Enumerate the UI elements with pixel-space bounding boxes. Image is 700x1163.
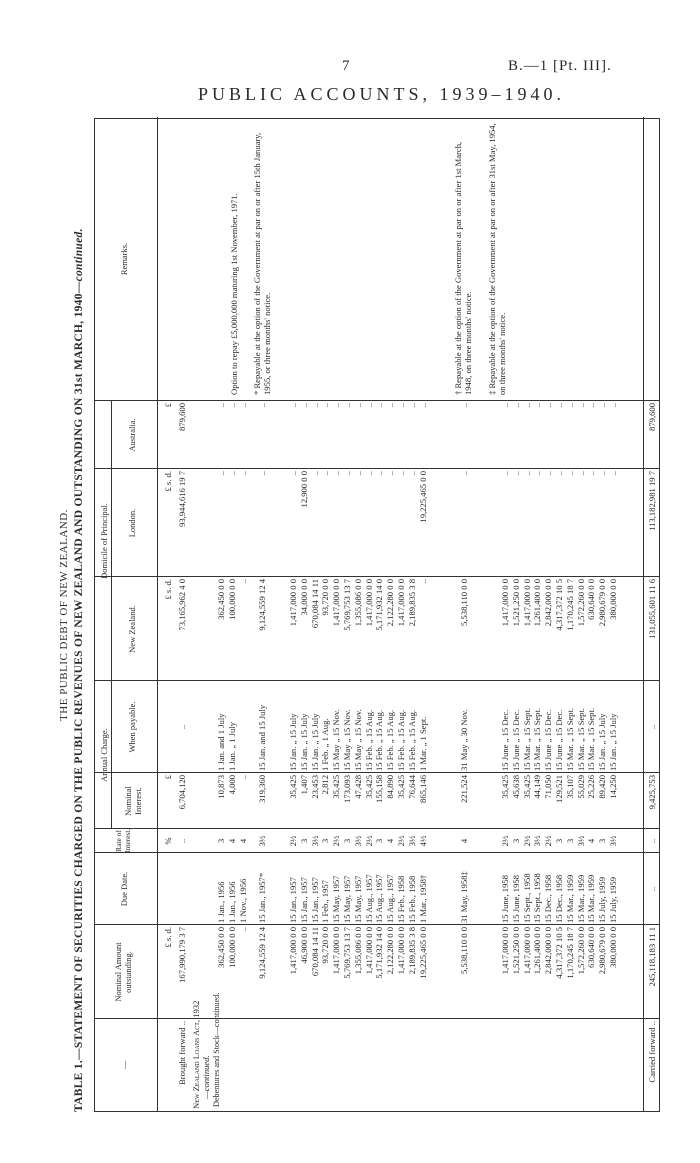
cell-rate: 2½ (500, 835, 510, 847)
cell-london: .. (309, 471, 320, 476)
cell-aus: .. (237, 403, 248, 408)
cell-nz: 2,980,679 0 0 (597, 579, 608, 627)
carried-forward-rate: .. (647, 838, 657, 844)
cell-rate: 4½ (417, 835, 428, 847)
cell-interest: 71,050 (543, 775, 554, 799)
cell-london: .. (406, 471, 417, 476)
cell-rate: 3 (320, 838, 331, 844)
cell-nominal: 1,355,086 0 0 (352, 927, 363, 975)
cell-interest: 129,521 (554, 775, 564, 803)
cell-payable: 15 June „ 15 Dec. (543, 709, 554, 771)
cell-nominal: 5,538,110 0 0 (459, 927, 469, 974)
cell-rate: 3½ (608, 835, 618, 847)
cell-due: 15 Mar., 1959 (586, 874, 597, 923)
cell-london: 12,900 0 0 (298, 471, 309, 508)
cell-rate: 3½ (257, 835, 267, 847)
cell-nz: 100,000 0 0 (226, 579, 237, 620)
cell-due: 31 May, 1958‡ (459, 871, 469, 923)
cell-rate: 3½ (352, 835, 363, 847)
cell-due: 1 Feb., 1957 (320, 880, 331, 923)
carried-forward-interest: 9,425,753 (647, 775, 657, 810)
cell-due: 15 July, 1959 (597, 877, 608, 923)
cell-interest: 10,873 (216, 775, 226, 799)
header-description: — (119, 1060, 129, 1070)
cell-rate: 4 (459, 838, 469, 844)
cell-nz: 5,171,932 14 0 (374, 579, 385, 631)
brought-forward-london-units: £ s. d. (163, 471, 173, 492)
cell-nz: .. (237, 579, 248, 584)
cell-due: 15 Feb., 1958 (406, 875, 417, 923)
brought-forward-payable: .. (177, 724, 187, 730)
cell-due: 15 Jan., 1957* (257, 872, 267, 923)
cell-due: 15 Dec., 1958 (543, 874, 554, 923)
cell-london: .. (385, 471, 396, 476)
cell-interest: 45,638 (510, 775, 521, 799)
cell-aus: .. (363, 403, 374, 408)
cell-london: .. (216, 471, 226, 476)
carried-forward-nz: 131,055,601 11 6 (647, 579, 657, 639)
cell-payable: 15 June „ 15 Dec. (500, 709, 510, 771)
table-super-title: THE PUBLIC DEBT OF NEW ZEALAND. (58, 509, 70, 721)
brought-forward-rate: .. (177, 838, 187, 844)
brought-forward-aus-units: £ (163, 403, 173, 408)
cell-interest: 89,420 (597, 775, 608, 799)
brought-forward-nz: 73,165,962 4 0 (177, 579, 187, 631)
cell-interest: 84,890 (385, 775, 396, 799)
cell-aus: .. (342, 403, 352, 408)
cell-nz: 2,189,835 3 8 (406, 579, 417, 627)
brought-forward-units: £ s. d. (163, 927, 173, 948)
cell-nominal: 93,720 0 0 (320, 927, 331, 964)
cell-interest: 2,812 (320, 775, 331, 795)
header-rate-of-interest: Rate of Interest. (114, 828, 132, 853)
cell-interest: 35,425 (288, 775, 298, 799)
cell-rate: 2½ (288, 835, 298, 847)
cell-payable: 15 Jan. „ 15 July (597, 713, 608, 771)
cell-nz: 1,572,260 0 0 (575, 579, 586, 627)
cell-nominal: 2,980,679 0 0 (597, 927, 608, 975)
cell-due: 15 Dec., 1958 (554, 874, 564, 923)
cell-nominal: 1,417,000 0 0 (363, 927, 374, 975)
cell-rate: 3 (510, 838, 521, 844)
brought-forward-interest-units: £ (163, 775, 173, 780)
cell-nz: 2,842,000 0 0 (543, 579, 554, 627)
cell-interest: 47,428 (352, 775, 363, 799)
cell-due: 15 Mar., 1959 (575, 874, 586, 923)
cell-nz: 4,317,372 10 5 (554, 579, 564, 631)
cell-due: 15 June, 1958 (500, 875, 510, 923)
cell-aus: .. (532, 403, 543, 408)
cell-aus: .. (226, 403, 237, 408)
cell-due: 1 Jan., 1956 (226, 881, 237, 923)
cell-nz: 380,000 0 0 (608, 579, 618, 620)
cell-nz: 1,261,400 0 0 (532, 579, 543, 627)
cell-aus: .. (298, 403, 309, 408)
cell-nominal: 1,417,000 0 0 (521, 927, 532, 975)
cell-nz: 630,640 0 0 (586, 579, 597, 620)
cell-rate: 3 (342, 838, 352, 844)
cell-london: .. (237, 471, 248, 476)
document-code: B.—1 [Pt. III]. (508, 58, 612, 74)
cell-london: .. (532, 471, 543, 476)
cell-london: .. (597, 471, 608, 476)
carried-forward-payable: .. (647, 724, 657, 730)
cell-nominal: 670,084 14 11 (309, 927, 320, 977)
cell-rate: 3½ (309, 835, 320, 847)
domicile-rule (111, 401, 112, 681)
cell-due: 15 Jan., 1957 (288, 877, 298, 923)
cell-due: 15 Jan., 1957 (298, 877, 309, 923)
cell-interest: 76,644 (406, 775, 417, 799)
cell-payable: 15 Mar. „ 15 Sept. (532, 707, 543, 771)
cell-aus: .. (575, 403, 586, 408)
carried-forward-due: .. (647, 886, 657, 892)
cell-nz: 5,769,753 13 7 (342, 579, 352, 631)
cell-interest: 4,000 (226, 775, 237, 795)
cell-nz: 34,000 0 0 (298, 579, 309, 616)
cell-due: 15 May, 1957 (342, 875, 352, 923)
cell-interest: 44,149 (532, 775, 543, 799)
cell-nominal: 1,417,000 0 0 (500, 927, 510, 975)
cell-rate: 3½ (532, 835, 543, 847)
carried-forward-london: 113,182,981 19 7 (647, 471, 657, 531)
cell-due: 1 Mar., 1958† (417, 874, 428, 923)
header-annual-charge: Annual Charge. (99, 728, 109, 782)
remark-option-repay: Option to repay £5,000,000 maturing 1st November, 1971. (229, 193, 239, 395)
cell-london: .. (521, 471, 532, 476)
cell-due: 1 Jan., 1956 (216, 881, 226, 923)
cell-rate: 4 (226, 838, 237, 844)
table-caption (73, 118, 85, 1112)
cell-aus: .. (352, 403, 363, 408)
cell-payable: 1 Mar. „ 1 Sept. (417, 716, 428, 771)
cell-due: 15 May, 1957 (331, 875, 342, 923)
cell-payable: 1 Jan. „ 1 July (226, 722, 237, 771)
cell-london: .. (543, 471, 554, 476)
cell-nominal: .. (237, 927, 248, 932)
cell-due: 15 June, 1958 (510, 875, 521, 923)
cell-due: 15 Feb., 1958 (396, 875, 406, 923)
cell-rate: 3 (216, 838, 226, 844)
page-title: PUBLIC ACCOUNTS, 1939–1940. (198, 84, 566, 104)
cell-aus: .. (417, 403, 428, 408)
cell-rate: 2½ (521, 835, 532, 847)
cell-due: 15 Aug., 1957 (374, 874, 385, 923)
cell-nominal: 4,317,372 10 5 (554, 927, 564, 979)
cell-london: .. (554, 471, 564, 476)
cell-payable: 15 May „ 15 Nov. (352, 709, 363, 771)
cell-interest: 221,524 (459, 775, 469, 803)
cell-london: .. (226, 471, 237, 476)
remark-repayable-1955: * Repayable at the option of the Government at par on or after 15th January, 1955, or three months' notice. (252, 132, 273, 395)
cell-nominal: 100,000 0 0 (226, 927, 237, 968)
cell-rate: 3 (374, 838, 385, 844)
cell-payable: 15 Jan. „ 15 July (608, 713, 618, 771)
cell-nz: .. (417, 579, 428, 584)
cell-london: .. (363, 471, 374, 476)
cell-rate: 2½ (396, 835, 406, 847)
cell-rate: 4 (586, 838, 597, 844)
cell-nominal: 9,124,559 12 4 (257, 927, 267, 979)
cell-rate: 2½ (543, 835, 554, 847)
cell-london: .. (564, 471, 575, 476)
cell-london: .. (459, 471, 469, 476)
cell-interest: 865,146 (417, 775, 428, 803)
securities-table (94, 118, 660, 1112)
cell-payable: 15 Jan. and 15 July (257, 704, 267, 771)
cell-payable: 1 Jan. and 1 July (216, 713, 226, 771)
cell-due: 15 Sept., 1958 (521, 873, 532, 923)
cell-london: .. (257, 471, 267, 476)
remark-repayable-1948: † Repayable at the option of the Government at par on or after 1st March, 1948, on three months' notice. (453, 141, 474, 395)
cell-aus: .. (320, 403, 331, 408)
cell-interest: 1,407 (298, 775, 309, 795)
cell-payable: 15 Feb. „ 15 Aug. (363, 709, 374, 771)
cell-due: 15 Aug., 1957 (363, 874, 374, 923)
col-rule (95, 924, 659, 925)
cell-rate: 3 (597, 838, 608, 844)
cell-payable: 1 Feb. „ 1 Aug. (320, 718, 331, 771)
cell-payable: 15 Feb. „ 15 Aug. (374, 709, 385, 771)
cell-rate: 2½ (363, 835, 374, 847)
cell-london: .. (374, 471, 385, 476)
cell-due: 15 July, 1959 (608, 877, 618, 923)
cell-london: .. (320, 471, 331, 476)
cell-nominal: 1,417,000 0 0 (396, 927, 406, 975)
carried-forward-nominal: 245,118,183 11 1 (647, 927, 657, 987)
cell-rate: 2½ (331, 835, 342, 847)
cell-nominal: 2,189,835 3 8 (406, 927, 417, 975)
cell-due: 15 May, 1957 (352, 875, 363, 923)
table-caption-continued: continued. (73, 228, 85, 282)
cell-payable: 15 Mar. „ 15 Sept. (521, 707, 532, 771)
cell-aus: .. (521, 403, 532, 408)
act-title: New Zealand Loans Act, 1932 (191, 1000, 201, 1109)
header-london: London. (127, 508, 137, 538)
cell-due: 15 Jan., 1957 (309, 877, 320, 923)
cell-aus: .. (564, 403, 575, 408)
cell-nz: 1,170,245 18 7 (564, 579, 575, 631)
cell-interest: 35,425 (331, 775, 342, 799)
cell-aus: .. (331, 403, 342, 408)
cell-aus: .. (406, 403, 417, 408)
cell-nominal: 1,261,400 0 0 (532, 927, 543, 975)
total-rule (643, 117, 644, 1111)
cell-rate: 3 (298, 838, 309, 844)
cell-london: .. (352, 471, 363, 476)
cell-payable: 15 Jan. „ 15 July (298, 713, 309, 771)
header-due-date: Due Date. (119, 871, 129, 907)
cell-interest: 35,425 (396, 775, 406, 799)
cell-nominal: 5,769,753 13 7 (342, 927, 352, 979)
cell-due: 15 Mar., 1959 (564, 874, 575, 923)
cell-nominal: 19,225,465 0 0 (417, 927, 428, 979)
cell-nz: 1,417,000 0 0 (500, 579, 510, 627)
cell-london: .. (331, 471, 342, 476)
cell-payable: 15 May „ 15 Nov. (331, 709, 342, 771)
cell-nz: 2,122,280 0 0 (385, 579, 396, 627)
cell-nominal: 1,572,260 0 0 (575, 927, 586, 975)
cell-interest: 35,425 (500, 775, 510, 799)
carried-forward-label: Carried forward .. (647, 1021, 657, 1083)
remark-repayable-1954: ‡ Repayable at the option of the Government at par on or after 31st May, 1954, on three months' notice. (487, 123, 508, 395)
cell-nz: 1,417,000 0 0 (363, 579, 374, 627)
header-when-payable: When payable. (127, 701, 137, 753)
cell-london: .. (500, 471, 510, 476)
cell-aus: .. (216, 403, 226, 408)
cell-payable: 15 June „ 15 Dec. (510, 709, 521, 771)
cell-nominal: 2,842,000 0 0 (543, 927, 554, 975)
brought-forward-nominal: 167,990,179 3 7 (177, 927, 187, 983)
brought-forward-london: 93,944,616 19 7 (177, 471, 187, 527)
cell-aus: .. (309, 403, 320, 408)
cell-payable: 31 May „ 30 Nov. (459, 709, 469, 771)
cell-nz: 362,450 0 0 (216, 579, 226, 620)
cell-interest: 23,453 (309, 775, 320, 799)
header-nominal-outstanding: Nominal Amount outstanding. (113, 942, 133, 1002)
cell-nz: 1,417,000 0 0 (521, 579, 532, 627)
cell-nominal: 1,170,245 18 7 (564, 927, 575, 979)
annual-charge-rule (111, 681, 112, 829)
cell-payable: 15 Feb. „ 15 Aug. (406, 709, 417, 771)
cell-nominal: 1,417,000 0 0 (331, 927, 342, 975)
cell-nz: 9,124,559 12 4 (257, 579, 267, 631)
cell-nominal: 362,450 0 0 (216, 927, 226, 968)
cell-nz: 670,084 14 11 (309, 579, 320, 629)
cell-london: .. (342, 471, 352, 476)
cell-nz: 1,521,250 0 0 (510, 579, 521, 627)
cell-london: 19,225,465 0 0 (417, 471, 428, 523)
cell-nominal: 5,171,932 14 0 (374, 927, 385, 979)
cell-nz: 1,417,000 0 0 (331, 579, 342, 627)
cell-aus: .. (385, 403, 396, 408)
cell-payable: 15 Jan. „ 15 July (309, 713, 320, 771)
carried-forward-aus: 879,600 (647, 403, 657, 431)
cell-payable: 15 Mar. „ 15 Sept. (586, 707, 597, 771)
act-title-continued: —continued. (201, 1055, 211, 1099)
cell-interest: 25,226 (586, 775, 597, 799)
cell-payable: 15 May „ 15 Nov. (342, 709, 352, 771)
cell-payable: 15 Feb. „ 15 Aug. (396, 709, 406, 771)
cell-due: 15 Sept., 1958 (532, 873, 543, 923)
cell-aus: .. (288, 403, 298, 408)
cell-interest: 35,425 (521, 775, 532, 799)
cell-london: .. (586, 471, 597, 476)
cell-interest: .. (237, 775, 248, 780)
cell-nominal: 1,521,250 0 0 (510, 927, 521, 975)
cell-aus: .. (374, 403, 385, 408)
cell-interest: 55,029 (575, 775, 586, 799)
cell-payable: 15 June „ 15 Dec. (554, 709, 564, 771)
header-remarks: Remarks. (119, 242, 129, 276)
cell-london: .. (510, 471, 521, 476)
brought-forward-interest: 6,704,120 (177, 775, 187, 810)
cell-nominal: 380,000 0 0 (608, 927, 618, 968)
cell-interest: 35,107 (564, 775, 575, 799)
cell-london: .. (288, 471, 298, 476)
cell-interest: 14,250 (608, 775, 618, 799)
cell-aus: .. (396, 403, 406, 408)
cell-london: .. (608, 471, 618, 476)
cell-aus: .. (459, 403, 469, 408)
header-nominal-interest: Nominal Interest. (123, 786, 143, 816)
cell-nz: 1,417,000 0 0 (288, 579, 298, 627)
cell-nominal: 630,640 0 0 (586, 927, 597, 968)
cell-nz: 1,355,086 0 0 (352, 579, 363, 627)
cell-nz: 1,417,000 0 0 (396, 579, 406, 627)
cell-aus: .. (586, 403, 597, 408)
cell-nominal: 1,417,000 0 0 (288, 927, 298, 975)
table-caption-main: TABLE 1.—STATEMENT OF SECURITIES CHARGED ON THE PUBLIC REVENUES OF NEW ZEALAND AND OUTSTANDING ON 31st MARCH, 1940— (73, 281, 85, 1112)
cell-payable: 15 Mar. „ 15 Sept. (564, 707, 575, 771)
cell-rate: 3 (554, 838, 564, 844)
cell-rate: 4 (237, 838, 248, 844)
cell-aus: .. (608, 403, 618, 408)
cell-interest: 35,425 (363, 775, 374, 799)
cell-rate: 3½ (575, 835, 586, 847)
col-rule (95, 400, 659, 401)
cell-payable: 15 Feb. „ 15 Aug. (385, 709, 396, 771)
cell-aus: .. (257, 403, 267, 408)
cell-london: .. (396, 471, 406, 476)
cell-nominal: 46,900 0 0 (298, 927, 309, 964)
cell-nominal: 2,122,280 0 0 (385, 927, 396, 975)
cell-due: 1 Nov., 1956 (237, 878, 248, 923)
brought-forward-label: Brought forward .. (177, 1021, 187, 1085)
cell-aus: .. (510, 403, 521, 408)
cell-nz: 93,720 0 0 (320, 579, 331, 616)
cell-due: 15 Aug., 1957 (385, 874, 396, 923)
cell-payable: 15 Mar. „ 15 Sept. (575, 707, 586, 771)
cell-rate: 3 (564, 838, 575, 844)
page-number: 7 (342, 58, 350, 74)
cell-rate: 4 (385, 838, 396, 844)
cell-interest: 155,158 (374, 775, 385, 803)
brought-forward-aus: 879,600 (177, 403, 187, 431)
cell-aus: .. (543, 403, 554, 408)
cell-london: .. (575, 471, 586, 476)
cell-aus: .. (554, 403, 564, 408)
rotated-table-sheet (58, 118, 660, 1112)
cell-interest: 319,360 (257, 775, 267, 803)
debentures-stock-label: Debentures and Stock—continued. (212, 992, 221, 1107)
header-domicile-principal: Domicile of Principal. (99, 503, 109, 579)
header-australia: Australia. (127, 418, 137, 452)
header-bottom-rule (157, 117, 158, 1111)
brought-forward-rate-units: % (163, 837, 173, 845)
cell-aus: .. (597, 403, 608, 408)
cell-rate: 3½ (406, 835, 417, 847)
cell-aus: .. (500, 403, 510, 408)
brought-forward-nz-units: £ s. d. (163, 579, 173, 600)
cell-nz: 5,538,110 0 0 (459, 579, 469, 626)
cell-payable: 15 Jan. „ 15 July (288, 713, 298, 771)
header-new-zealand: New Zealand. (127, 605, 137, 653)
cell-interest: 173,093 (342, 775, 352, 803)
